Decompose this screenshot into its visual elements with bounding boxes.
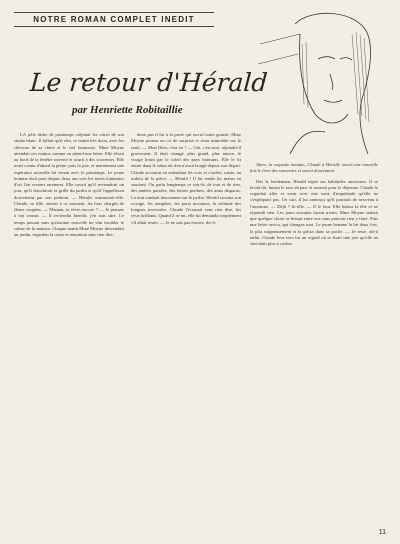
column-3-text: Dès le lendemain, Hérald reprit ses habitudes anciennes. Il se levait tôt, faisait le tour du parc et rentrait pour le déjeuner. Claude le regardait aller et venir avec une sorte d'inquiétude qu'elle ne s'expliquait pas. Un soir, il lui annonça qu'il partirait de nouveau à l'automne. — Déjà ? fit-elle. — Il le faut. Elle baissa la tête et ne répondit rien. Les jours suivants furent tristes. Mme Moyne sentait que quelque chose se brisait entre eux sans pouvoir rien y faire. Puis une lettre arriva, qui changea tout. Le jeune homme la lut deux fois, la plia soigneusement et la glissa dans sa poche. — Je reste, dit-il enfin. Claude leva vers lui un regard où se lisait une joie qu'elle ne cherchait plus à cacher. xyxy=(250,178,378,246)
text-column-1 xyxy=(14,132,124,522)
story-title: Le retour d'Hérald xyxy=(28,68,269,97)
story-author: par Henriette Robitaillie xyxy=(72,104,183,116)
text-column-2 xyxy=(131,132,241,522)
illustration-caption: Alors, la coquette maman, Claude à Hérald, ouvrit une nouvelle fois le livre des souvenirs et sourit doucement. xyxy=(250,162,378,174)
column-2-text: deux pas il fut à la porte qui ouvrit toute grande. Mme Moyne poussa un cri de surprise et resta immobile sur le seuil. — Mon Dieu, c'est toi ! — Oui, c'est moi, répondit-il gravement. Il était changé, plus grand, plus mince, le visage bruni par le soleil des pays lointains. Elle le fit entrer dans le salon où rien n'avait bougé depuis son départ. Claude accourut en entendant les voix et s'arrêta, saisie, au milieu de la pièce. — Hérald ! Il lui tendit les mains en souriant. On parla longtemps ce soir-là, de tout et de rien, des années passées, des lettres perdues, des amis disparus. La nuit tombait doucement sur le jardin. Hérald raconta son voyage, les tempêtes, les ports inconnus, la solitude des longues traversées. Claude l'écoutait sans rien dire, les yeux brillants. Quand il se tut, elle lui demanda simplement s'il allait rester. — Je ne sais pas encore, dit-il. xyxy=(131,132,241,225)
column-1-text: LA jolie tâche de printemps crépitait les vitres de son studio blanc. Il fallait qu'il vînt, ce matin très doux, avec les cheveux de sa chère et le ciel lumineux. Mme Moyne attendait ces matins comme on attend une lettre. Elle rêvait au bord de la fenêtre ouverte et sourit à des souvenirs. Elle avait connu d'abord la peine, puis la joie, et maintenant une espérance nouvelle lui venait avec le printemps. Le jeune homme était parti depuis deux ans vers les terres lointaines d'où l'on revient rarement. Elle savait qu'il reviendrait un jour, qu'il franchirait la grille du jardin et qu'il l'appellerait doucement par son prénom. — Hérald, murmurait-elle. Claude, sa fille, entrait à ce moment, les bras chargés de fleurs coupées. — Maman, tu rêves encore ? — Je pensais à ton cousin. — Il reviendra bientôt, j'en suis sûre. Le temps passait sans qu'aucune nouvelle ne vînt troubler le calme de la maison. Chaque matin Mme Moyne descendait au jardin, regardait la route et remontait sans rien dire. xyxy=(14,132,124,237)
page-number: 11 xyxy=(378,529,386,536)
section-rubric: NOTRE ROMAN COMPLET INEDIT xyxy=(14,12,214,27)
text-column-3 xyxy=(250,162,378,522)
